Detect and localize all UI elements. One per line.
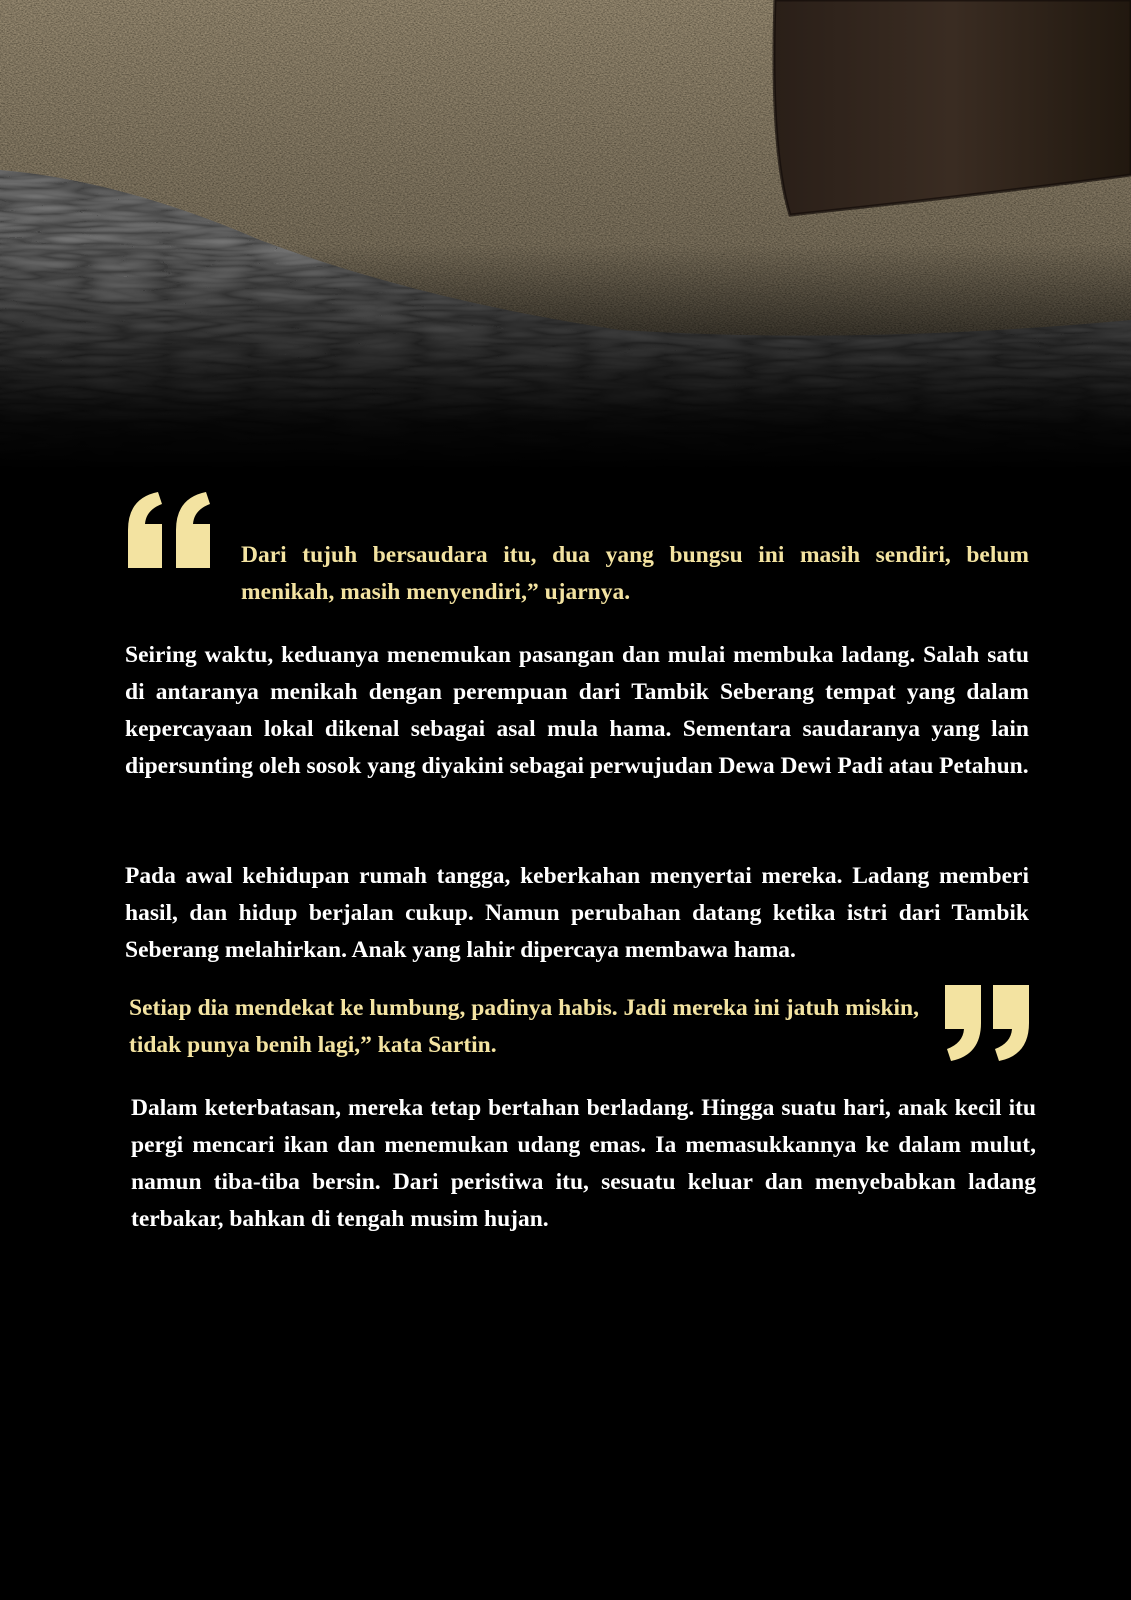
body-paragraph-2: Pada awal kehidupan rumah tangga, keberkahan menyertai mereka. Ladang memberi hasil, dan hidup berjalan cukup. Namun perubahan datang ketika istri dari Tambik Seberang melahirkan. Anak yang lahir dipercaya membawa hama.	[125, 863, 1029, 963]
hero-photo	[0, 0, 1131, 470]
open-quote-icon	[124, 490, 216, 568]
body-paragraph-1: Seiring waktu, keduanya menemukan pasangan dan mulai membuka ladang. Salah satu di antaranya menikah dengan perempuan dari Tambik Seberang tempat yang dalam kepercayaan lokal dikenal sebagai asal mula hama. Sementara saudaranya yang lain dipersunting oleh sosok yang diyakini sebagai perwujudan Dewa Dewi Padi atau Petahun.	[125, 642, 1029, 779]
rice-grain-tray-photo-icon	[0, 0, 1131, 470]
close-quote-icon	[941, 985, 1033, 1063]
pull-quote-second: Setiap dia mendekat ke lumbung, padinya habis. Jadi mereka ini jatuh miskin, tidak punya benih lagi,” kata Sartin.	[129, 995, 919, 1058]
body-paragraph-3: Dalam keterbatasan, mereka tetap bertahan berladang. Hingga suatu hari, anak kecil itu pergi mencari ikan dan menemukan udang emas. Ia memasukkannya ke dalam mulut, namun tiba-tiba bersin. Dari peristiwa itu, sesuatu keluar dan menyebabkan ladang terbakar, bahkan di tengah musim hujan.	[131, 1095, 1036, 1232]
pull-quote-first: Dari tujuh bersaudara itu, dua yang bungsu ini masih sendiri, belum menikah, masih menyendiri,” ujarnya.	[241, 542, 1029, 605]
